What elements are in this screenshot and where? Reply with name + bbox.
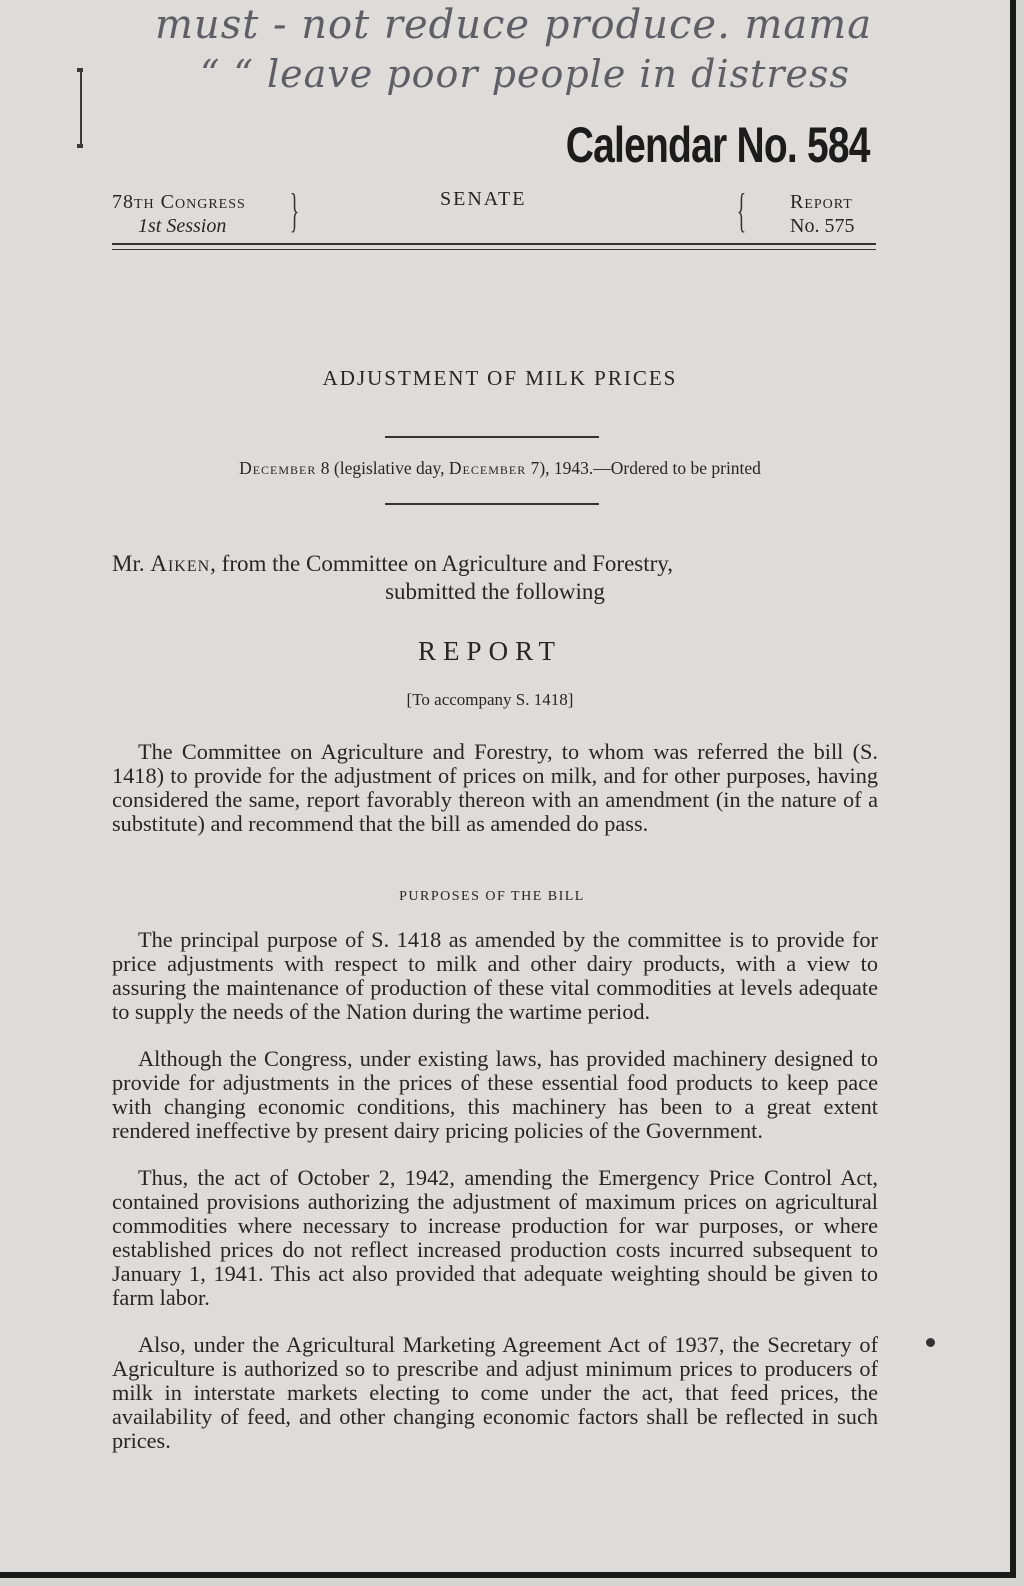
handwritten-note-line-1: must - not reduce produce. mama: [155, 2, 873, 48]
date-month-2: December: [448, 458, 527, 478]
margin-dot: [926, 1338, 935, 1347]
submitted-following: submitted the following: [385, 579, 605, 604]
paragraph-act-1937: Also, under the Agricultural Marketing Agreement Act of 1937, the Secretary of Agriculture is authorized so to prescribe and adjust minimum prices to producers of milk in interstate markets electing to come under the act, that feed prices, the availability of feed, and other changing economic factors shall be reflected in such prices.: [112, 1332, 878, 1453]
accompany-note: [To accompany S. 1418]: [406, 690, 574, 709]
submitted-committee: , from the Committee on Agriculture and Forestry,: [210, 551, 674, 576]
report-label: Report: [790, 191, 853, 213]
right-brace: {: [736, 184, 747, 237]
date-text-2: 7), 1943.—Ordered to be printed: [526, 458, 761, 478]
title-rule-bottom: [385, 503, 599, 505]
session-label: 1st Session: [138, 215, 227, 237]
handwritten-note-line-2: “ “ leave poor people in distress: [200, 52, 851, 96]
date-month-1: December: [239, 458, 317, 478]
intro-paragraph: The Committee on Agriculture and Forestry, to whom was referred the bill (S. 1418) to provide for the adjustment of prices on milk, and for other purposes, having considered the same, report favorably thereon with an amendment (in the nature of a substitute) and recommend that the bill as amended do pass.: [112, 739, 878, 836]
date-text-1: 8 (legislative day,: [316, 458, 449, 478]
title-rule-top: [385, 436, 599, 438]
date-line: [0, 458, 1000, 479]
left-brace: }: [289, 184, 300, 237]
calendar-number: Calendar No. 584: [566, 117, 870, 173]
paragraph-principal-purpose: The principal purpose of S. 1418 as amended by the committee is to provide for price adjustments with respect to milk and other dairy products, with a view to assuring the maintenance of production of these vital commodities at levels adequate to supply the needs of the Nation during the wartime period.: [112, 927, 878, 1024]
senator-name: Aiken: [150, 551, 211, 576]
congress-session-block: [112, 190, 246, 238]
report-heading: REPORT: [418, 636, 562, 666]
report-number: No. 575: [790, 215, 855, 237]
chamber-label: SENATE: [440, 188, 527, 210]
congress-label: 78th Congress: [112, 191, 246, 213]
paragraph-act-1942: Thus, the act of October 2, 1942, amending the Emergency Price Control Act, contained provisions authorizing the adjustment of maximum prices on agricultural commodities where necessary to increase production for war purposes, or where established prices do not reflect increased production costs incurred subsequent to January 1, 1941. This act also provided that adequate weighting should be given to farm labor.: [112, 1165, 878, 1310]
section-heading: PURPOSES OF THE BILL: [399, 889, 585, 904]
margin-mark: [80, 68, 82, 148]
submitted-by: [112, 550, 878, 606]
submitted-prefix: Mr.: [112, 551, 151, 576]
paragraph-existing-laws: Although the Congress, under existing laws, has provided machinery designed to provide for adjustments in the prices of these essential food products to keep pace with changing economic conditions, this machinery has been to a great extent rendered ineffective by present dairy pricing policies of the Government.: [112, 1046, 878, 1143]
document-title: ADJUSTMENT OF MILK PRICES: [322, 366, 678, 390]
header-divider: [112, 243, 876, 250]
report-number-block: [790, 190, 854, 238]
